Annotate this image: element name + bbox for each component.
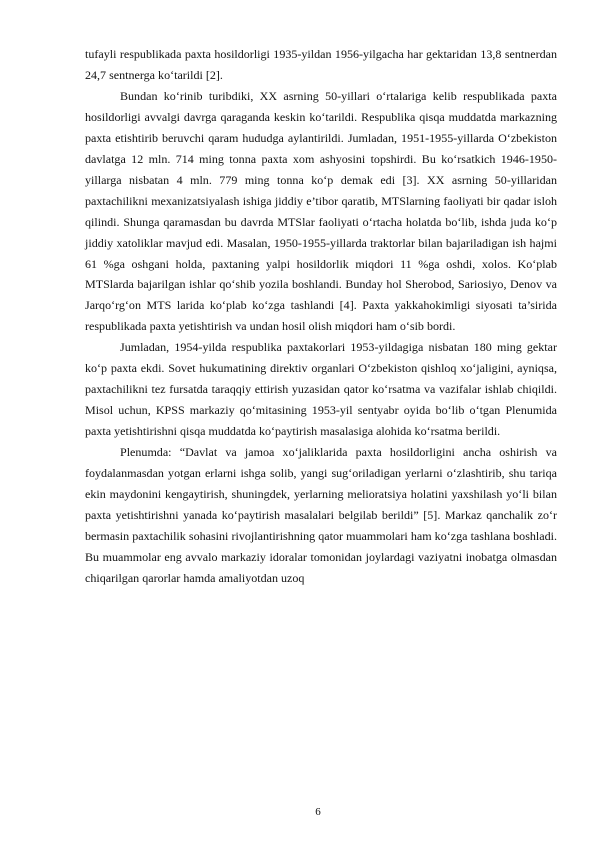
- paragraph-continuation: tufayli respublikada paxta hosildorligi 1935-yildan 1956-yilgacha har gektaridan 13,8 sentnerdan 24,7 sentnerga ko‘tarildi [2].: [85, 47, 557, 82]
- body-text: [85, 44, 557, 589]
- paragraph: Bundan ko‘rinib turibdiki, XX asrning 50-yillari o‘rtalariga kelib respublikada paxta hosildorligi avvalgi davrga qaraganda keskin ko‘tarildi. Respublika qisqa muddatda markazning paxta etishtirib beruvchi qaram hududga aylantirildi. Jumladan, 1951-1955-yillarda O‘zbekiston davlatga 12 mln. 714 ming tonna paxta xom ashyosini topshirdi. Bu ko‘rsatkich 1946-1950-yillarga nisbatan 4 mln. 779 ming tonna ko‘p demak edi [3]. XX asrning 50-yillaridan paxtachilikni mexanizatsiyalash ishiga jiddiy e’tibor qaratib, MTSlarning faoliyati bir qadar isloh qilindi. Shunga qaramasdan bu davrda MTSlar faoliyati o‘rtacha holatda bo‘lib, ishda juda ko‘p jiddiy xatoliklar mavjud edi. Masalan, 1950-1955-yillarda traktorlar bilan bajariladigan ish hajmi 61 %ga oshgani holda, paxtaning yalpi hosildorlik miqdori 11 %ga oshdi, xolos. Ko‘plab MTSlarda bajarilgan ishlar qo‘shib yozila boshlandi. Bunday hol Sherobod, Sariosiyo, Denov va Jarqo‘rg‘on MTS larida ko‘plab ko‘zga tashlandi [4]. Paxta yakkahokimligi siyosati ta’sirida respublikada paxta yetishtirish va undan hosil olish miqdori ham o‘sib bordi.: [85, 88, 557, 334]
- paragraph: Jumladan, 1954-yilda respublika paxtakorlari 1953-yildagiga nisbatan 180 ming gektar ko‘p paxta ekdi. Sovet hukumatining direktiv organlari O‘zbekiston qishloq xo‘jaligini, ayniqsa, paxtachilikni tez fursatda taraqqiy ettirish yuzasidan qator ko‘rsatma va vazifalar ishlab chiqildi. Misol uchun, KPSS markaziy qo‘mitasining 1953-yil sentyabr oyida bo‘lib o‘tgan Plenumida paxta yetishtirishni qisqa muddatda ko‘paytirish masalasiga alohida ko‘rsatma berildi.: [85, 340, 557, 439]
- paragraph: Plenumda: “Davlat va jamoa xo‘jaliklarida paxta hosildorligini ancha oshirish va foydalanmasdan yotgan erlarni ishga solib, yangi sug‘oriladigan yerlarni o‘zlashtirib, shu tariqa ekin maydonini kengaytirish, shuningdek, yerlarning melioratsiya holatini yaxshilash yo‘li bilan paxta yetishtirishni yanada ko‘paytirish masalalari belgilab berildi” [5]. Markaz qanchalik zo‘r bermasin paxtachilik sohasini rivojlantirishning qator muammolari ham ko‘zga tashlana boshladi. Bu muammolar eng avvalo markaziy idoralar tomonidan joylardagi vaziyatni inobatga olmasdan chiqarilgan qarorlar hamda amaliyotdan uzoq: [85, 445, 557, 585]
- page-number: 6: [315, 806, 321, 818]
